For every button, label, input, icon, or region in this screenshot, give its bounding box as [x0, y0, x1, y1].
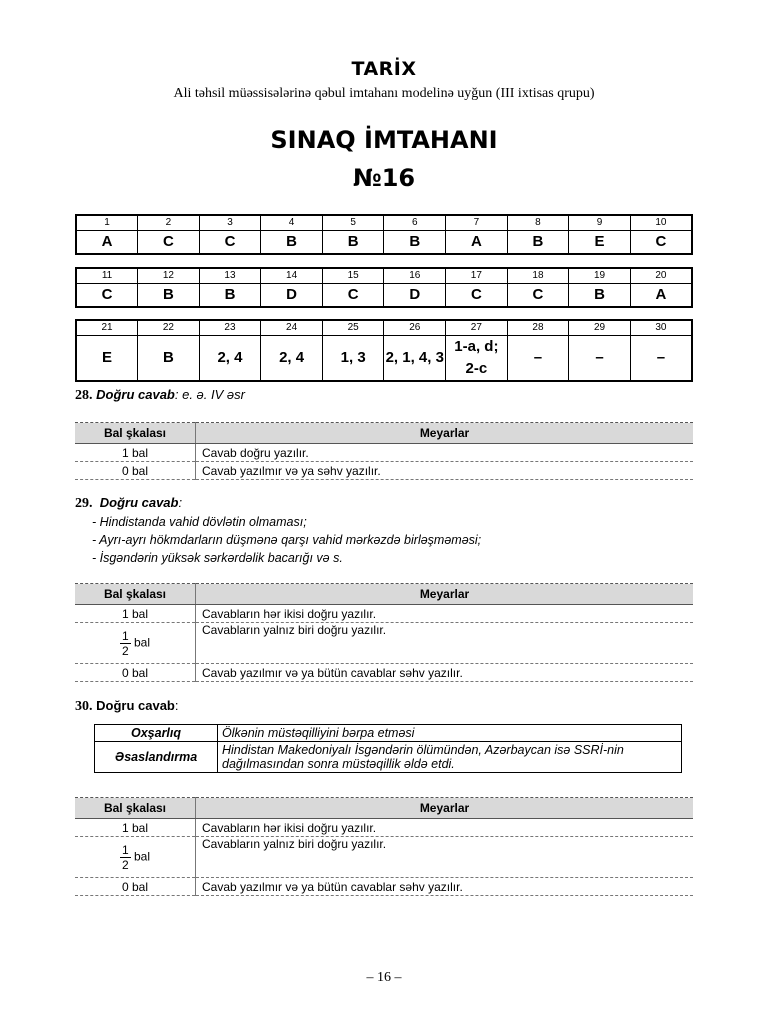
list-item: - İsgəndərin yüksək sərkərdəlik bacarığı və s. — [92, 551, 343, 565]
question-number-cell: 12 — [138, 268, 200, 284]
question-number-cell: 11 — [76, 268, 138, 284]
question-number-cell: 14 — [261, 268, 323, 284]
question-number-row — [76, 320, 692, 336]
answer-cell: B — [569, 284, 631, 308]
score-cell: 1 bal — [75, 444, 196, 462]
exam-title: SINAQ İMTAHANI — [270, 126, 498, 154]
subtitle: Ali təhsil müəssisələrinə qəbul imtahanı modelinə uyğun (III ixtisas qrupu) — [173, 86, 595, 101]
answer-cell: A — [630, 284, 692, 308]
question-number-cell: 10 — [630, 215, 692, 231]
question-number-cell: 17 — [446, 268, 508, 284]
table-row — [75, 462, 693, 480]
question-number-row — [76, 268, 692, 284]
score-header: Bal şkalası — [75, 798, 196, 819]
fraction-numerator: 1 — [121, 628, 129, 643]
answer-cell: – — [507, 336, 569, 382]
question-number-cell: 22 — [138, 320, 200, 336]
answer-cell: C — [138, 231, 200, 255]
answer-cell: B — [322, 231, 384, 255]
score-cell: 0 bal — [75, 462, 196, 480]
table-row — [75, 664, 693, 682]
answer-cell: B — [261, 231, 323, 255]
question-number-cell: 30 — [630, 320, 692, 336]
table-row — [75, 837, 693, 878]
answer-label: Doğru cavab — [96, 387, 175, 402]
criteria-cell: Cavab yazılmır və ya səhv yazılır. — [196, 462, 694, 480]
question-number-cell: 13 — [199, 268, 261, 284]
criteria-header: Meyarlar — [196, 584, 694, 605]
question-number-cell: 26 — [384, 320, 446, 336]
criteria-cell: Cavab yazılmır və ya bütün cavablar səhv yazılır. — [196, 664, 694, 682]
subject-title: TARİX — [351, 58, 417, 80]
question-number-cell: 21 — [76, 320, 138, 336]
answer-cell: C — [507, 284, 569, 308]
answer-label: Doğru cavab — [96, 698, 175, 713]
criteria-cell: Cavabların yalnız biri doğru yazılır. — [196, 623, 694, 664]
answer-cell: D — [384, 284, 446, 308]
answer-text: : e. ə. IV əsr — [174, 387, 245, 402]
question-29 — [75, 495, 182, 512]
answer-row — [76, 336, 692, 382]
score-suffix: bal — [134, 849, 151, 864]
answer-cell: B — [384, 231, 446, 255]
reason-label: Əsaslandırma — [95, 742, 218, 773]
criteria-table-29 — [75, 583, 693, 682]
table-row — [75, 605, 693, 623]
question-number-cell: 18 — [507, 268, 569, 284]
similarity-text: Ölkənin müstəqilliyini bərpa etməsi — [218, 725, 682, 742]
answer-cell: – — [569, 336, 631, 382]
criteria-header: Meyarlar — [196, 423, 694, 444]
question-number-cell: 29 — [569, 320, 631, 336]
question-number: 29. — [75, 496, 93, 511]
score-cell: 0 bal — [75, 664, 196, 682]
score-cell: 1 bal — [75, 605, 196, 623]
answer-cell: – — [630, 336, 692, 382]
question-number-cell: 3 — [199, 215, 261, 231]
question-number-cell: 15 — [322, 268, 384, 284]
table-row — [75, 623, 693, 664]
reason-text: Hindistan Makedoniyalı İsgəndərin ölümündən, Azərbaycan isə SSRİ-nin dağılmasından sonra müstəqillik əldə etdi. — [218, 742, 682, 773]
question-number-cell: 19 — [569, 268, 631, 284]
question-number-cell: 1 — [76, 215, 138, 231]
score-cell — [75, 837, 196, 878]
list-item: - Ayrı-ayrı hökmdarların düşmənə qarşı vahid mərkəzdə birləşməməsi; — [92, 533, 482, 547]
half-fraction — [120, 629, 131, 658]
question-number-cell: 6 — [384, 215, 446, 231]
score-header: Bal şkalası — [75, 423, 196, 444]
question-30 — [75, 698, 179, 715]
list-item: - Hindistanda vahid dövlətin olmaması; — [92, 515, 307, 529]
criteria-table-30 — [75, 797, 693, 896]
answer-cell: B — [507, 231, 569, 255]
question-number-cell: 7 — [446, 215, 508, 231]
fraction-denominator: 2 — [121, 643, 129, 658]
criteria-cell: Cavabların hər ikisi doğru yazılır. — [196, 605, 694, 623]
colon: : — [174, 698, 179, 713]
answer-key-table-2 — [75, 267, 693, 308]
exam-number: №16 — [352, 164, 416, 192]
question-number-row — [76, 215, 692, 231]
score-suffix: bal — [134, 635, 151, 650]
question-number-cell: 28 — [507, 320, 569, 336]
question-number-cell: 5 — [322, 215, 384, 231]
answer-cell: 2, 4 — [261, 336, 323, 382]
criteria-table-28 — [75, 422, 693, 480]
answer-cell: A — [446, 231, 508, 255]
score-cell: 1 bal — [75, 819, 196, 837]
page-number: – 16 – — [366, 970, 402, 985]
answer-cell: E — [76, 336, 138, 382]
answer-cell: 1, 3 — [322, 336, 384, 382]
answer-key-table-3 — [75, 319, 693, 382]
question-number-cell: 9 — [569, 215, 631, 231]
answer-cell: C — [199, 231, 261, 255]
answer-list-29 — [92, 513, 481, 567]
half-fraction — [120, 843, 131, 872]
question-number-cell: 27 — [446, 320, 508, 336]
answer-cell: D — [261, 284, 323, 308]
fraction-denominator: 2 — [121, 857, 129, 872]
answer-key-table-1 — [75, 214, 693, 255]
table-row — [75, 878, 693, 896]
answer-cell: B — [138, 336, 200, 382]
question-number-cell: 24 — [261, 320, 323, 336]
criteria-header: Meyarlar — [196, 798, 694, 819]
answer-row — [76, 284, 692, 308]
answer-cell: C — [446, 284, 508, 308]
table-row — [95, 725, 682, 742]
criteria-cell: Cavabların hər ikisi doğru yazılır. — [196, 819, 694, 837]
question-number-cell: 4 — [261, 215, 323, 231]
table-row — [95, 742, 682, 773]
score-cell: 0 bal — [75, 878, 196, 896]
score-cell — [75, 623, 196, 664]
question-number-cell: 8 — [507, 215, 569, 231]
fraction-numerator: 1 — [121, 842, 129, 857]
table-row — [75, 444, 693, 462]
question-number-cell: 25 — [322, 320, 384, 336]
answer-cell: B — [199, 284, 261, 308]
table-row — [75, 819, 693, 837]
answer-table-30 — [94, 724, 682, 773]
question-number-cell: 23 — [199, 320, 261, 336]
question-number-cell: 2 — [138, 215, 200, 231]
answer-cell: C — [322, 284, 384, 308]
question-number: 30. — [75, 699, 93, 714]
answer-cell: A — [76, 231, 138, 255]
answer-cell: B — [138, 284, 200, 308]
answer-row — [76, 231, 692, 255]
answer-cell: E — [569, 231, 631, 255]
colon: : — [178, 495, 183, 510]
question-number-cell: 20 — [630, 268, 692, 284]
answer-cell: C — [630, 231, 692, 255]
answer-cell: 2, 1, 4, 3 — [384, 336, 446, 382]
question-number-cell: 16 — [384, 268, 446, 284]
answer-label: Doğru cavab — [99, 495, 179, 510]
similarity-label: Oxşarlıq — [95, 725, 218, 742]
question-number: 28. — [75, 388, 93, 403]
question-28 — [75, 387, 245, 404]
score-header: Bal şkalası — [75, 584, 196, 605]
criteria-cell: Cavab yazılmır və ya bütün cavablar səhv yazılır. — [196, 878, 694, 896]
answer-cell: C — [76, 284, 138, 308]
criteria-cell: Cavab doğru yazılır. — [196, 444, 694, 462]
criteria-cell: Cavabların yalnız biri doğru yazılır. — [196, 837, 694, 878]
answer-cell: 2, 4 — [199, 336, 261, 382]
answer-cell: 1-a, d; 2-c — [446, 336, 508, 382]
